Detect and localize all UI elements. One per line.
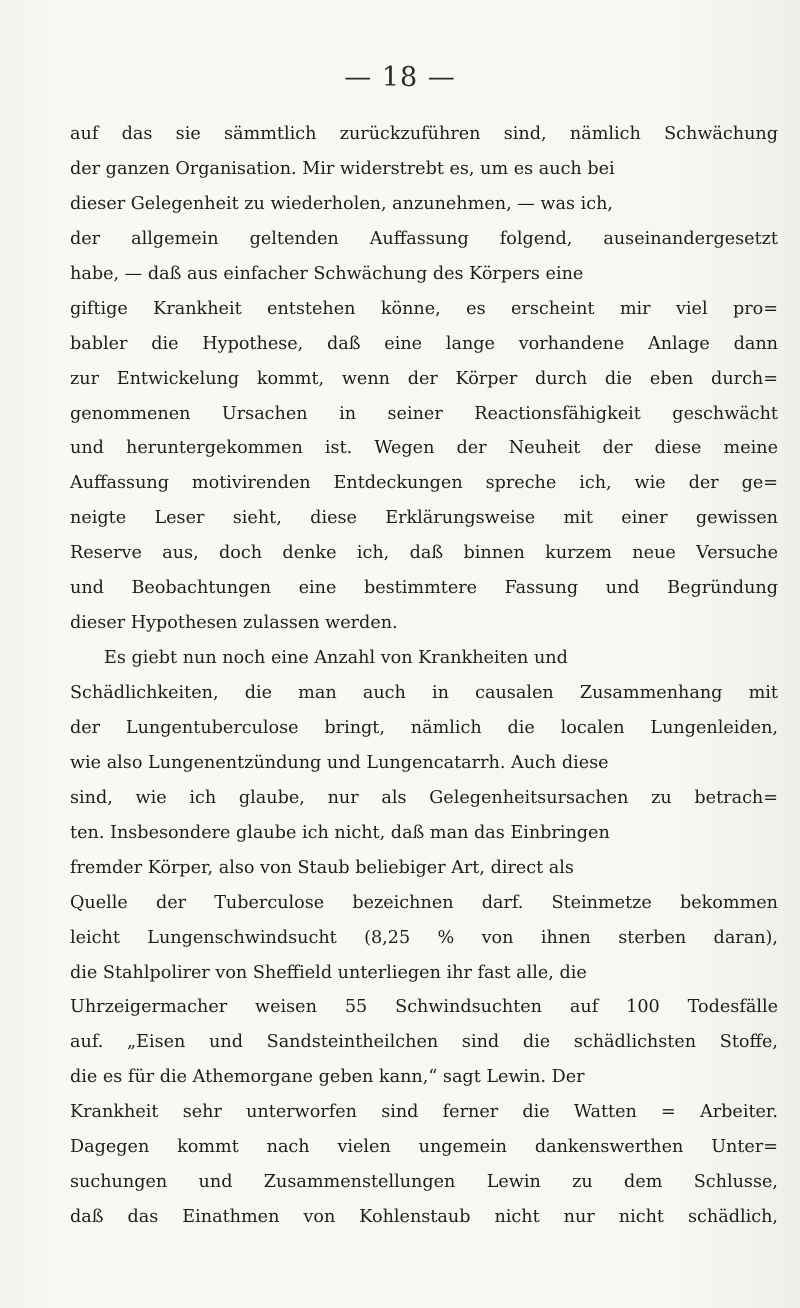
text-line: sind, wie ich glaube, nur als Gelegenheitsursachen zu betrach=: [70, 787, 778, 808]
text-line: auf. „Eisen und Sandsteintheilchen sind die schädlichsten Stoffe,: [70, 1032, 778, 1053]
text-line: Uhrzeigermacher weisen 55 Schwindsuchten auf 100 Todesfälle: [70, 997, 778, 1018]
text-line: Schädlichkeiten, die man auch in causalen Zusammenhang mit: [70, 683, 778, 703]
text-line: genommenen Ursachen in seiner Reactionsfähigkeit geschwächt: [70, 403, 778, 424]
text-line: auf das sie sämmtlich zurückzuführen sind, nämlich Schwächung: [70, 124, 778, 144]
text-line: Reserve aus, doch denke ich, daß binnen kurzem neue Versuche: [70, 543, 778, 564]
text-line: dieser Hypothesen zulassen werden.: [70, 613, 398, 634]
page-number: — 18 —: [344, 62, 456, 93]
text-line: und Beobachtungen eine bestimmtere Fassung und Begründung: [70, 578, 778, 599]
text-line: babler die Hypothese, daß eine lange vorhandene Anlage dann: [70, 333, 778, 354]
text-line: suchungen und Zusammenstellungen Lewin zu dem Schlusse,: [70, 1172, 778, 1193]
text-line: ten. Insbesondere glaube ich nicht, daß man das Einbringen: [70, 822, 610, 843]
text-line: wie also Lungenentzündung und Lungencatarrh. Auch diese: [70, 752, 609, 773]
text-line: Es giebt nun noch eine Anzahl von Krankheiten und: [104, 648, 568, 669]
text-line: giftige Krankheit entstehen könne, es erscheint mir viel pro=: [70, 298, 778, 319]
text-line: und heruntergekommen ist. Wegen der Neuheit der diese meine: [70, 438, 778, 459]
text-line: Krankheit sehr unterworfen sind ferner die Watten = Arbeiter.: [70, 1102, 778, 1123]
text-line: der Lungentuberculose bringt, nämlich die localen Lungenleiden,: [70, 717, 778, 738]
text-line: zur Entwickelung kommt, wenn der Körper durch die eben durch=: [70, 368, 778, 389]
text-line: dieser Gelegenheit zu wiederholen, anzunehmen, — was ich,: [70, 193, 614, 214]
text-line: leicht Lungenschwindsucht (8,25 % von ihnen sterben daran),: [70, 927, 778, 948]
text-line: Quelle der Tuberculose bezeichnen darf. Steinmetze bekommen: [70, 892, 778, 913]
text-line: daß das Einathmen von Kohlenstaub nicht nur nicht schädlich,: [70, 1207, 778, 1228]
body-text: [70, 117, 790, 1235]
text-line: habe, — daß aus einfacher Schwächung des Körpers eine: [70, 263, 584, 284]
text-line: neigte Leser sieht, diese Erklärungsweise mit einer gewissen: [70, 508, 778, 529]
text-line: Auffassung motivirenden Entdeckungen spreche ich, wie der ge=: [70, 473, 778, 494]
text-line: fremder Körper, also von Staub beliebiger Art, direct als: [70, 857, 574, 878]
text-line: der allgemein geltenden Auffassung folgend, auseinandergesetzt: [70, 228, 778, 249]
text-line: der ganzen Organisation. Mir widerstrebt es, um es auch bei: [70, 158, 615, 179]
text-line: Dagegen kommt nach vielen ungemein dankenswerthen Unter=: [70, 1137, 778, 1158]
text-line: die Stahlpolirer von Sheffield unterliegen ihr fast alle, die: [70, 962, 587, 983]
text-line: die es für die Athemorgane geben kann,“ sagt Lewin. Der: [70, 1067, 585, 1088]
